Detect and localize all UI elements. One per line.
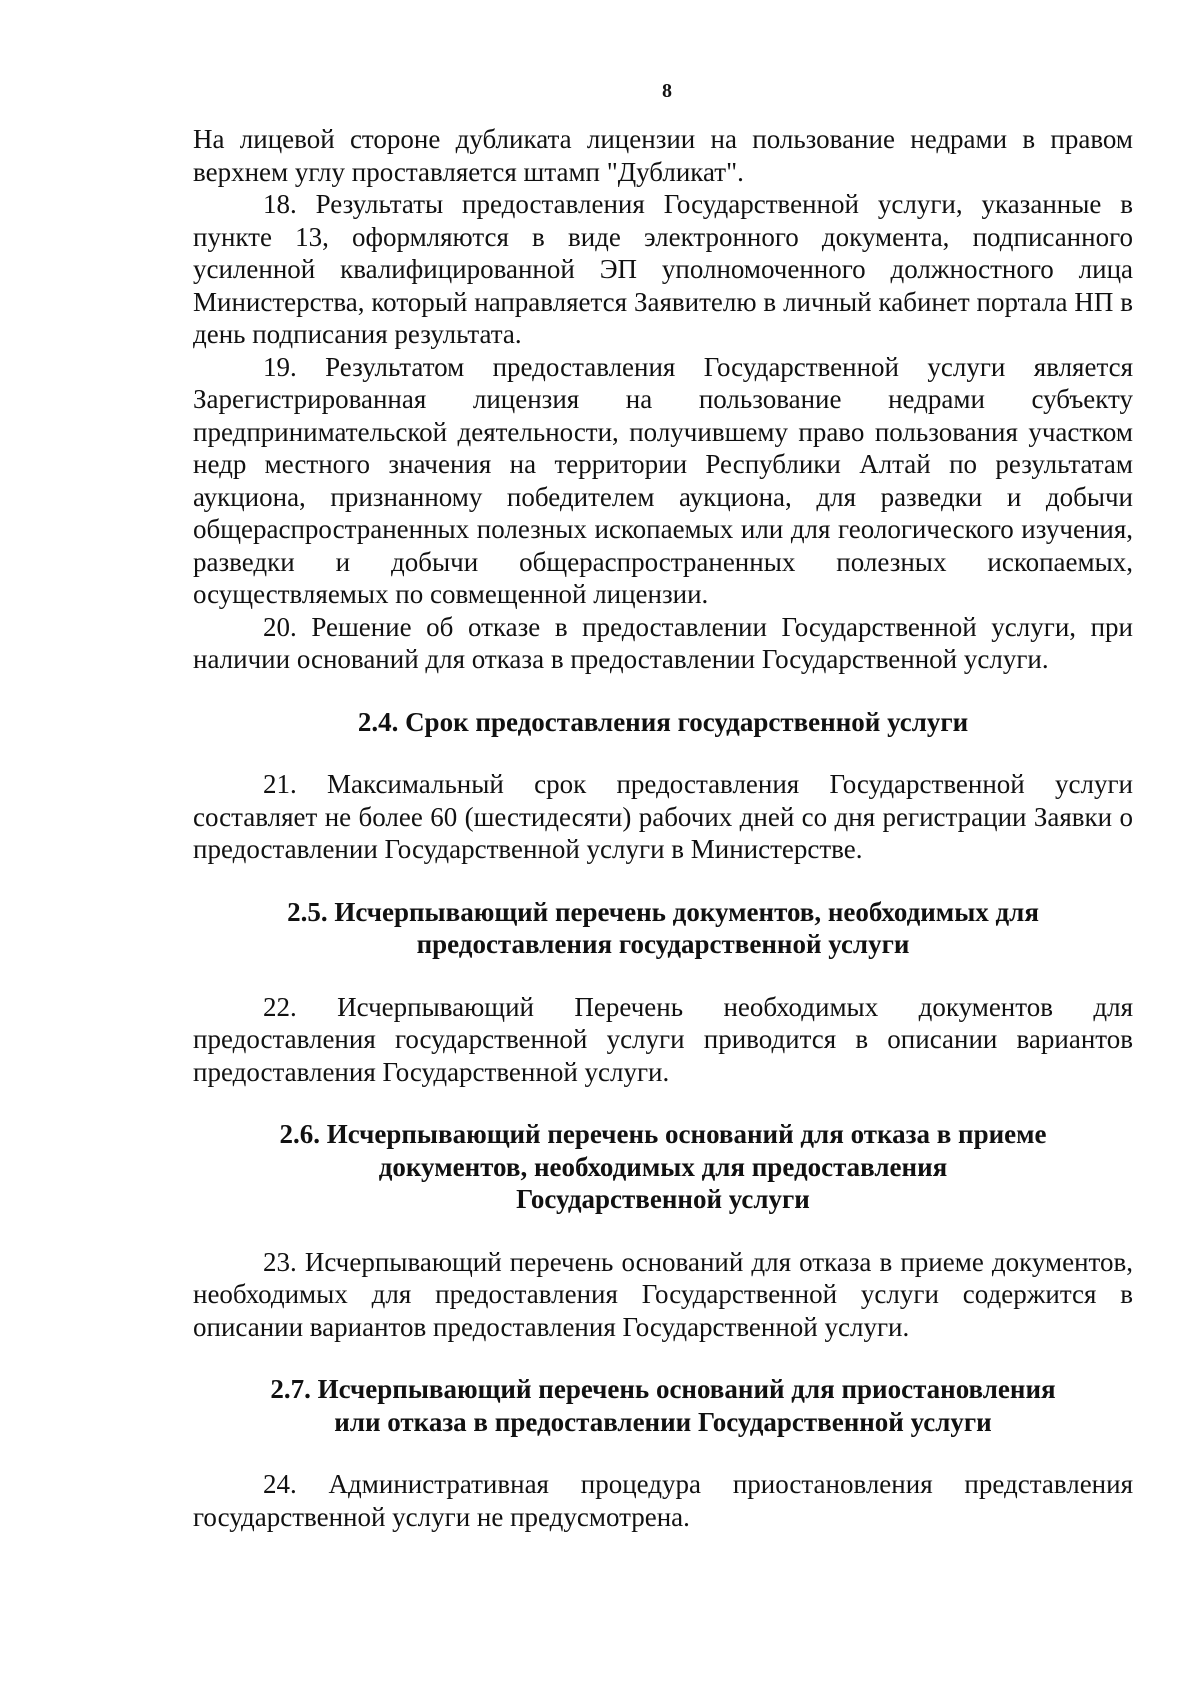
paragraph-24: 24. Административная процедура приостановления представления государственной услуги не предусмотрена. xyxy=(193,1469,1133,1532)
heading-line: Государственной услуги xyxy=(516,1184,810,1214)
section-heading-2-6 xyxy=(193,1118,1133,1216)
paragraph-20: 20. Решение об отказе в предоставлении Государственной услуги, при наличии оснований для отказа в предоставлении Государственной услуги. xyxy=(193,611,1133,674)
paragraph-21: 21. Максимальный срок предоставления Государственной услуги составляет не более 60 (шестидесяти) рабочих дней со дня регистрации Заявки о предоставлении Государственной услуги в Министерстве. xyxy=(193,769,1133,864)
heading-line: предоставления государственной услуги xyxy=(416,929,910,959)
paragraph-duplicate-stamp: На лицевой стороне дубликата лицензии на пользование недрами в правом верхнем углу проставляется штамп "Дубликат". xyxy=(193,124,1133,187)
paragraph-18: 18. Результаты предоставления Государственной услуги, указанные в пункте 13, оформляются в виде электронного документа, подписанного усиленной квалифицированной ЭП уполномоченного должностного лица Министерства, который направляется Заявителю в личный кабинет портала НП в день подписания результата. xyxy=(193,189,1133,349)
heading-line: 2.4. Срок предоставления государственной услуги xyxy=(357,706,969,737)
section-heading-2-4 xyxy=(193,706,1133,739)
heading-line: 2.7. Исчерпывающий перечень оснований для приостановления xyxy=(270,1374,1056,1404)
heading-line: или отказа в предоставлении Государственной услуги xyxy=(334,1406,992,1437)
document-body xyxy=(193,123,1133,1533)
section-heading-2-7 xyxy=(193,1373,1133,1438)
heading-line: 2.6. Исчерпывающий перечень оснований для отказа в приеме xyxy=(279,1119,1047,1149)
heading-line: документов, необходимых для предоставления xyxy=(378,1151,948,1182)
paragraph-22: 22. Исчерпывающий Перечень необходимых документов для предоставления государственной услуги приводится в описании вариантов предоставления Государственной услуги. xyxy=(193,991,1133,1087)
paragraph-23: 23. Исчерпывающий перечень оснований для отказа в приеме документов, необходимых для предоставления Государственной услуги содержится в описании вариантов предоставления Государственной услуги. xyxy=(193,1246,1133,1342)
paragraph-19: 19. Результатом предоставления Государственной услуги является Зарегистрированная лицензия на пользование недрами субъекту предпринимательской деятельности, получившему право пользования участком недр местного значения на территории Республики Алтай по результатам аукциона, признанному победителем аукциона, для разведки и добычи общераспространенных полезных ископаемых или для геологического изучения, разведки и добычи общераспространенных полезных ископаемых, осуществляемых по совмещенной лицензии. xyxy=(193,351,1133,609)
section-heading-2-5 xyxy=(193,896,1133,961)
page-number: 8 xyxy=(662,80,672,102)
heading-line: 2.5. Исчерпывающий перечень документов, необходимых для xyxy=(287,896,1039,927)
